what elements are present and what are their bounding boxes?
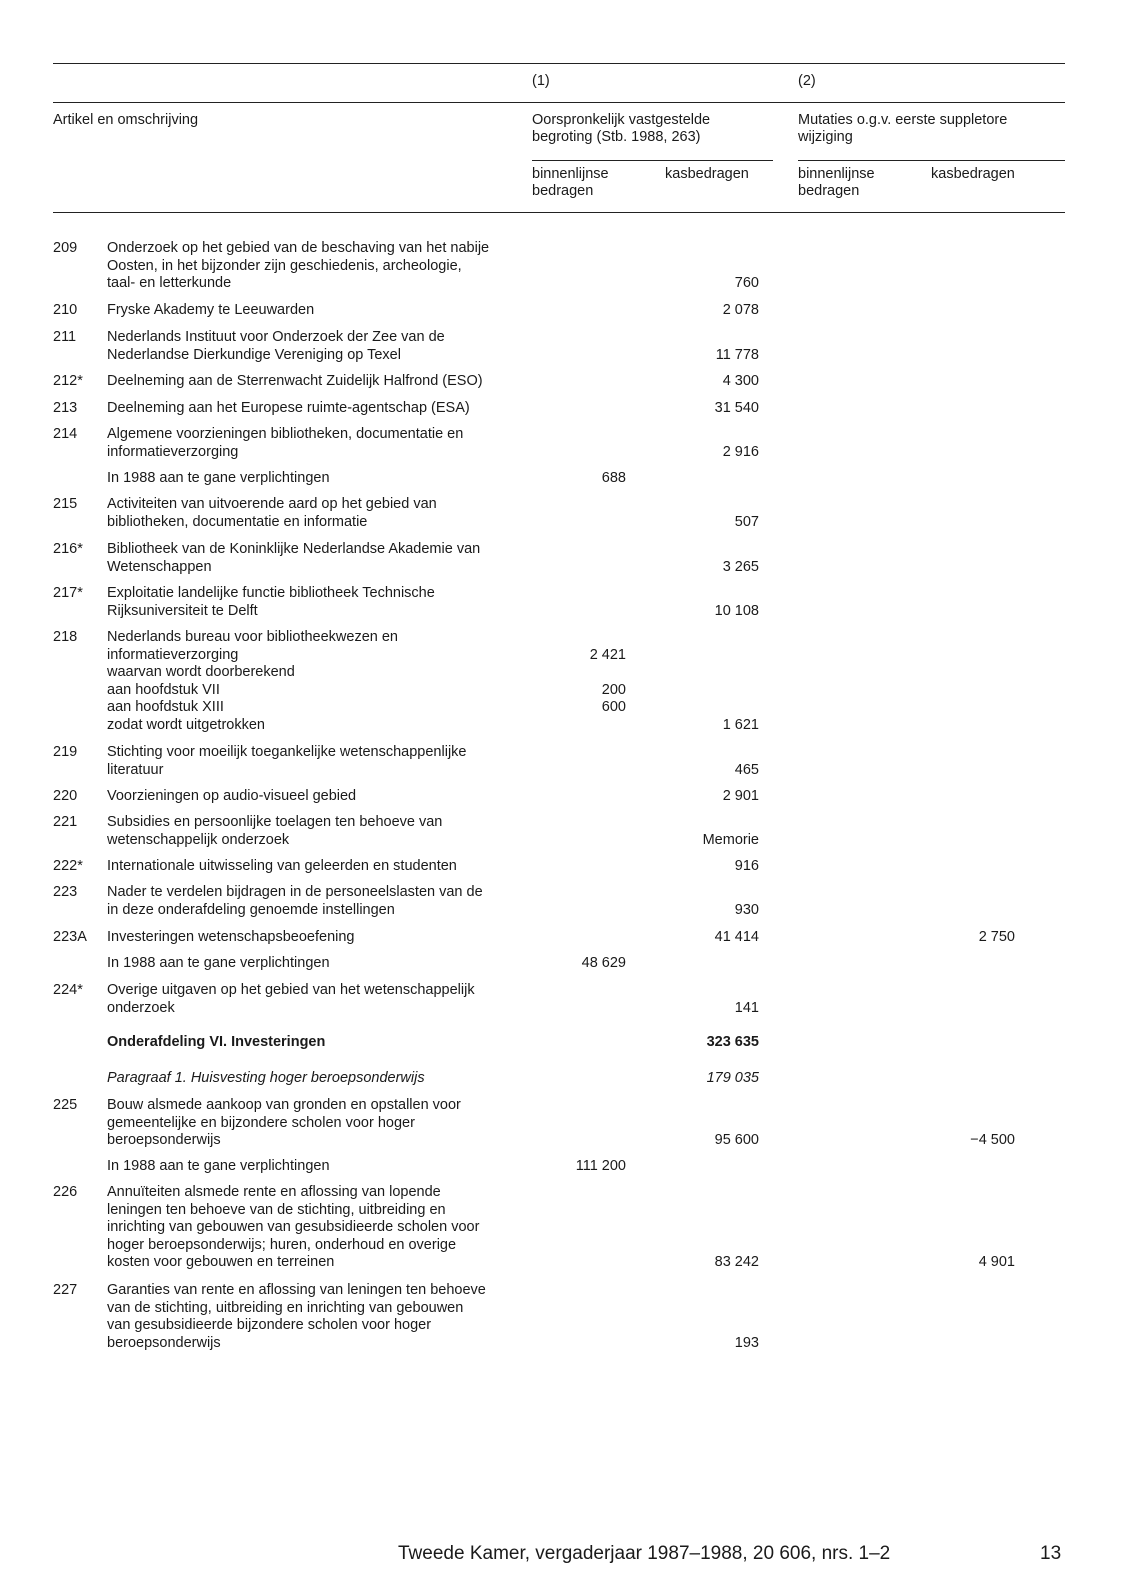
description-line: Paragraaf 1. Huisvesting hoger beroepsonderwijs: [107, 1070, 425, 1086]
kasbedrag-original: 1 621: [722, 717, 759, 733]
header-top-rule: [53, 63, 1065, 64]
article-description: [107, 585, 547, 620]
description-line: Voorzieningen op audio-visueel gebied: [107, 788, 357, 804]
description-line: informatieverzorging: [107, 646, 239, 663]
kasbedrag-original: 2 901: [722, 788, 759, 804]
kasbedrag-original: 465: [734, 761, 759, 778]
article-description: [107, 982, 547, 1017]
description-line: inrichting van gebouwen van gesubsidieerde scholen voor: [107, 1219, 480, 1235]
article-description: [107, 1070, 547, 1088]
description-line: In 1988 aan te gane verplichtingen: [107, 470, 330, 486]
kasbedrag-original: 916: [734, 858, 759, 874]
article-number: 223: [53, 884, 78, 900]
binnenlijnse-amount: 2 421: [589, 646, 626, 663]
description-line: Subsidies en persoonlijke toelagen ten behoeve van: [107, 814, 443, 830]
description-line: Rijksuniversiteit te Delft: [107, 602, 258, 619]
description-line: Onderzoek op het gebied van de beschaving van het nabije: [107, 240, 490, 256]
description-line: Activiteiten van uitvoerende aard op het gebied van: [107, 496, 437, 512]
column-2-title-line: Mutaties o.g.v. eerste suppletore: [798, 112, 1008, 128]
article-description: [107, 929, 547, 947]
description-line: Overige uitgaven op het gebied van het wetenschappelijk: [107, 982, 475, 998]
article-number: 224*: [53, 982, 83, 998]
column-2-number: (2): [798, 73, 816, 89]
description-line: aan hoofdstuk XIII: [107, 699, 224, 715]
description-line: beroepsonderwijs: [107, 1334, 221, 1351]
description-line: Algemene voorzieningen bibliotheken, documentatie en: [107, 426, 464, 442]
kasbedrag-original: Memorie: [702, 831, 759, 848]
description-line: literatuur: [107, 761, 164, 778]
article-description: [107, 629, 547, 734]
description-line: wetenschappelijk onderzoek: [107, 831, 290, 848]
column-subheader-rule-col2: [798, 160, 1065, 161]
description-line: Deelneming aan het Europese ruimte-agentschap (ESA): [107, 400, 470, 416]
description-line: Nederlands bureau voor bibliotheekwezen en: [107, 629, 398, 645]
description-line: Nederlands Instituut voor Onderzoek der Zee van de: [107, 329, 445, 345]
description-line: Nederlandse Dierkundige Vereniging op Texel: [107, 346, 401, 363]
document-citation: Tweede Kamer, vergaderjaar 1987–1988, 20 606, nrs. 1–2: [398, 1543, 891, 1564]
description-line: zodat wordt uitgetrokken: [107, 716, 265, 733]
article-description: [107, 1282, 547, 1352]
article-description: [107, 1097, 547, 1150]
binnenlijnse-amount: 200: [601, 681, 626, 698]
kasbedrag-original: 95 600: [714, 1132, 759, 1149]
article-number: 216*: [53, 541, 83, 557]
col2-kasbedragen-heading: kasbedragen: [931, 166, 1015, 182]
description-line: leningen ten behoeve van de stichting, uitbreiding en: [107, 1201, 446, 1218]
kasbedrag-original: 179 035: [706, 1070, 759, 1086]
article-description: [107, 400, 547, 418]
article-description: [107, 884, 547, 919]
article-description: [107, 426, 547, 461]
kasbedrag-original: 4 300: [722, 373, 759, 389]
article-number: 223A: [53, 929, 87, 945]
article-description: [107, 240, 547, 293]
description-line: onderzoek: [107, 999, 175, 1016]
description-line: Onderafdeling VI. Investeringen: [107, 1034, 326, 1050]
kasbedrag-original: 760: [734, 275, 759, 292]
column-1-title-line: Oorspronkelijk vastgestelde: [532, 112, 711, 128]
article-description: [107, 373, 547, 391]
article-description: [107, 1158, 547, 1176]
col2-binnenlijnse-heading: binnenlijnse: [798, 166, 875, 182]
description-line: In 1988 aan te gane verplichtingen: [107, 1158, 330, 1174]
col1-kasbedragen-heading: kasbedragen: [665, 166, 749, 182]
description-line: Deelneming aan de Sterrenwacht Zuidelijk Halfrond (ESO): [107, 373, 483, 389]
description-line: van gesubsidieerde bijzondere scholen voor hoger: [107, 1317, 432, 1333]
article-number: 214: [53, 426, 78, 442]
kasbedrag-mutatie: −4 500: [970, 1132, 1015, 1149]
description-line: Garanties van rente en aflossing van leningen ten behoeve: [107, 1282, 486, 1298]
article-number: 226: [53, 1184, 78, 1200]
kasbedrag-original: 41 414: [714, 929, 759, 945]
kasbedrag-mutatie: 2 750: [978, 929, 1015, 945]
article-number: 212*: [53, 373, 83, 389]
article-description: [107, 302, 547, 320]
description-line: gemeentelijke en bijzondere scholen voor hoger: [107, 1114, 415, 1131]
kasbedrag-original: 2 916: [722, 443, 759, 460]
description-line: aan hoofdstuk VII: [107, 681, 220, 698]
article-number: 213: [53, 400, 78, 416]
description-line: Stichting voor moeilijk toegankelijke wetenschappenlijke: [107, 744, 467, 760]
description-line: in deze onderafdeling genoemde instellingen: [107, 901, 395, 918]
kasbedrag-original: 141: [734, 999, 759, 1016]
article-number: 222*: [53, 858, 83, 874]
article-description: [107, 1034, 547, 1052]
kasbedrag-mutatie: 4 901: [978, 1254, 1015, 1271]
description-line: Nader te verdelen bijdragen in de personeelslasten van de: [107, 884, 483, 900]
description-line: hoger beroepsonderwijs; huren, onderhoud en overige: [107, 1236, 457, 1253]
description-line: Investeringen wetenschapsbeoefening: [107, 929, 355, 945]
description-line: Bibliotheek van de Koninklijke Nederlandse Akademie van: [107, 541, 481, 557]
header-bottom-rule: [53, 212, 1065, 213]
description-line: bibliotheken, documentatie en informatie: [107, 513, 368, 530]
description-line: Annuïteiten alsmede rente en aflossing van lopende: [107, 1184, 441, 1200]
article-description: [107, 744, 547, 779]
article-description: [107, 955, 547, 973]
col1-binnenlijnse-heading: bedragen: [532, 183, 594, 199]
description-line: Internationale uitwisseling van geleerden en studenten: [107, 858, 457, 874]
article-description: [107, 1184, 547, 1272]
kasbedrag-original: 930: [734, 901, 759, 918]
binnenlijnse-amount: 688: [601, 470, 626, 486]
page-number: 13: [1040, 1543, 1062, 1564]
description-line: In 1988 aan te gane verplichtingen: [107, 955, 330, 971]
col2-binnenlijnse-heading: bedragen: [798, 183, 860, 199]
header-second-rule: [53, 102, 1065, 103]
kasbedrag-original: 83 242: [714, 1254, 759, 1271]
description-line: informatieverzorging: [107, 443, 239, 460]
kasbedrag-original: 2 078: [722, 302, 759, 318]
artikel-heading: Artikel en omschrijving: [53, 112, 199, 128]
col1-binnenlijnse-heading: binnenlijnse: [532, 166, 609, 182]
column-subheader-rule-col1: [532, 160, 773, 161]
kasbedrag-original: 31 540: [714, 400, 759, 416]
article-number: 209: [53, 240, 78, 256]
article-description: [107, 858, 547, 876]
description-line: Bouw alsmede aankoop van gronden en opstallen voor: [107, 1097, 461, 1113]
description-line: waarvan wordt doorberekend: [107, 664, 295, 680]
article-number: 218: [53, 629, 78, 645]
description-line: Fryske Akademy te Leeuwarden: [107, 302, 315, 318]
article-number: 225: [53, 1097, 78, 1113]
article-description: [107, 496, 547, 531]
column-1-title-line: begroting (Stb. 1988, 263): [532, 129, 701, 145]
column-1-number: (1): [532, 73, 550, 89]
binnenlijnse-amount: 111 200: [575, 1158, 626, 1174]
binnenlijnse-amount: 48 629: [581, 955, 626, 971]
article-number: 227: [53, 1282, 78, 1298]
description-line: Exploitatie landelijke functie bibliotheek Technische: [107, 585, 435, 601]
kasbedrag-original: 10 108: [714, 602, 759, 619]
article-description: [107, 541, 547, 576]
kasbedrag-original: 323 635: [706, 1034, 759, 1050]
binnenlijnse-amount: 600: [601, 699, 626, 716]
article-number: 217*: [53, 585, 83, 601]
article-description: [107, 814, 547, 849]
description-line: van de stichting, uitbreiding en inrichting van gebouwen: [107, 1299, 464, 1316]
description-line: taal- en letterkunde: [107, 275, 232, 291]
kasbedrag-original: 193: [734, 1334, 759, 1351]
description-line: Wetenschappen: [107, 558, 212, 575]
article-number: 221: [53, 814, 78, 830]
article-number: 215: [53, 496, 78, 512]
description-line: Oosten, in het bijzonder zijn geschiedenis, archeologie,: [107, 257, 462, 274]
description-line: kosten voor gebouwen en terreinen: [107, 1254, 335, 1270]
description-line: beroepsonderwijs: [107, 1132, 221, 1148]
article-description: [107, 788, 547, 806]
article-description: [107, 329, 547, 364]
kasbedrag-original: 3 265: [722, 558, 759, 575]
article-description: [107, 470, 547, 488]
kasbedrag-original: 11 778: [715, 346, 759, 363]
article-number: 210: [53, 302, 78, 318]
article-number: 211: [53, 329, 77, 345]
kasbedrag-original: 507: [734, 513, 759, 530]
article-number: 220: [53, 788, 78, 804]
article-number: 219: [53, 744, 78, 760]
column-2-title-line: wijziging: [798, 129, 853, 145]
